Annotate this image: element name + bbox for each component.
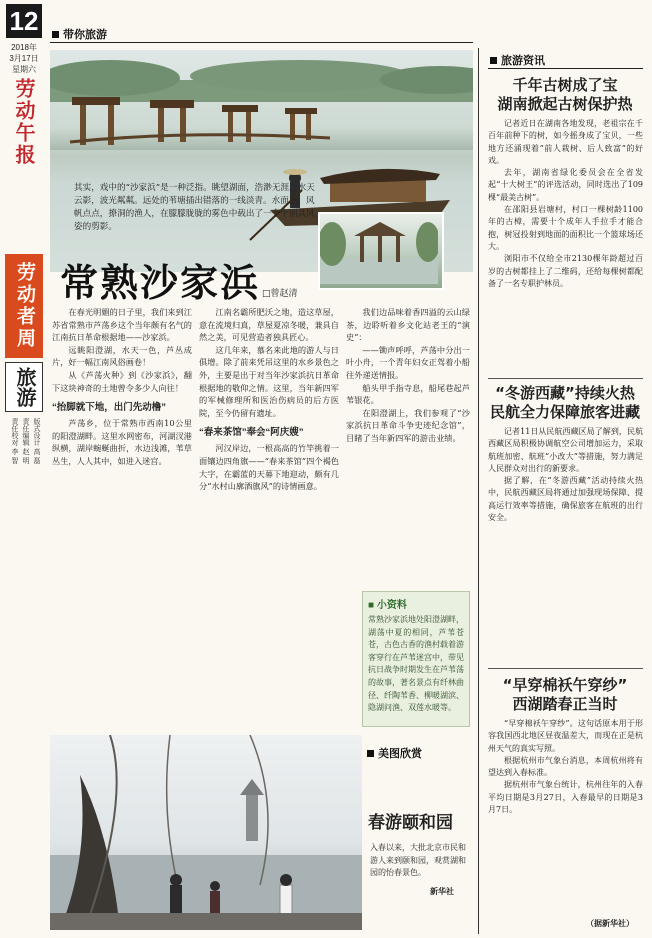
paragraph: 去年，湖南省绿化委员会在全省发起“十大树王”的评选活动，同时选出了109棵“最美古树”。 bbox=[488, 168, 643, 202]
summer-palace-photo bbox=[50, 735, 362, 930]
square-bullet-icon bbox=[367, 750, 374, 757]
story-title bbox=[488, 676, 642, 714]
section-header-label: 带你旅游 bbox=[63, 29, 107, 41]
section-travel-label: 旅游 bbox=[5, 362, 43, 412]
art-text: 入春以来，大批北京市民和游人来到颐和园，观赏湖和园的怡春景色。 bbox=[370, 843, 466, 877]
willow-lake-icon bbox=[50, 735, 362, 930]
story-title-line: 西湖踏春正当时 bbox=[512, 695, 618, 713]
paragraph: 从《芦荡火种》到《沙家浜》，翻下这块神奇的土地曾令多少人向往！ bbox=[52, 369, 192, 393]
editor-credit: 责任校对 bbox=[11, 418, 18, 446]
date-line: 2018年 bbox=[11, 43, 37, 52]
date-line: 3月17日 bbox=[9, 54, 39, 63]
paragraph: 在春光明媚的日子里，我们来到江苏省常熟市芦荡乡这个当年颇有名气的江南抗日革命根据地——沙家浜。 bbox=[52, 307, 192, 343]
paragraph: ——锄声呼呼，芦荡中分出一叶小舟，一个青年妇女正驾着小船往外递送情报。 bbox=[346, 344, 470, 380]
editor-credit: 高 磊 bbox=[33, 447, 40, 464]
story-body bbox=[488, 426, 643, 658]
column-divider bbox=[478, 48, 479, 934]
paragraph: 远眺阳澄湖，水天一色，芦丛成片，好一幅江南风俗画卷！ bbox=[52, 344, 192, 368]
subheading: “春来茶馆”奉会“阿庆嫂” bbox=[199, 427, 304, 439]
story-title-line: 湖南掀起古树保护热 bbox=[497, 95, 633, 113]
section-header-label: 美图欣赏 bbox=[378, 748, 422, 760]
paragraph: 江南名霸所肥沃之地，造这草屋，意在流境归真，草屋夏凉冬暖，兼具自然之美，可见营造者独具匠心。 bbox=[199, 307, 339, 343]
section-week-label: 劳动者周 bbox=[5, 254, 43, 358]
paragraph: 芦荡乡，位于常熟市西南10公里的阳澄湖畔。这里水网密布，河湖汊港纵横，湖岸蜿蜒曲折，水边浅滩，苇草丛生，人人其中，如进入迷宫。 bbox=[52, 418, 192, 466]
paragraph: “早穿棉袄午穿纱”。这句话原本用于形容我国西北地区昼夜温差大，而现在正是杭州天气的真实写照。 bbox=[488, 719, 643, 753]
sidebar-title bbox=[368, 596, 464, 611]
editor-credit: 版式设计 bbox=[33, 418, 40, 446]
photo-caption: 其实，戏中的“沙家浜”是一种泛指。眺望湖面，浩渺无涯，水天云影，波光粼粼。远处的苇塘插出错落的一线淡青。水面上，风帆点点，撩洞的渔人，在朦朦胧胧的雾色中载出了一个个别具风姿的剪影。 bbox=[74, 183, 315, 232]
paragraph: 根据杭州市气象台消息，本周杭州将有望达到入春标准。 bbox=[488, 755, 643, 778]
story-title bbox=[488, 384, 642, 422]
paragraph: 据杭州市气象台统计，杭州往年的入春平均日期是3月27日，入春最早的日期是3月7日。 bbox=[488, 780, 643, 815]
story-body bbox=[488, 118, 643, 370]
story-title-line: 民航全力保障旅客进藏 bbox=[489, 403, 640, 421]
divider bbox=[50, 42, 473, 43]
divider bbox=[488, 378, 643, 379]
paragraph: 据了解，在“冬游西藏”活动持续火热中，民航西藏区局将通过加强现场保障、提高运行效率等措施，确保旅客在航班的出行安全。 bbox=[488, 476, 643, 523]
story-credit: （据新华社） bbox=[586, 918, 634, 928]
square-bullet-icon bbox=[490, 57, 497, 64]
editor-credits bbox=[8, 418, 42, 508]
page-number: 12 bbox=[6, 4, 42, 38]
paragraph: 在邵阳县岩塘村，村口一棵树龄1100年的古樟，需要十个成年人手拉手才能合抱，树冠投射到地面的面积比一个篮球场还大。 bbox=[488, 205, 643, 251]
article-column-2 bbox=[199, 306, 339, 730]
article-title: 常熟沙家浜 bbox=[60, 261, 261, 305]
paragraph: 在阳澄湖上，我们参观了“沙家浜抗日革命斗争史迹纪念馆”，目睹了当年新四军的游击业绩。 bbox=[346, 407, 470, 443]
square-bullet-icon: ■ bbox=[368, 600, 375, 611]
square-bullet-icon bbox=[52, 31, 59, 38]
editor-credit: 赵 明 bbox=[22, 447, 29, 464]
paragraph: 船头甲手指寺息，船尾巷起芦苇银花。 bbox=[346, 382, 470, 406]
section-header bbox=[367, 745, 422, 761]
pavilion-icon bbox=[320, 214, 438, 284]
sidebar-title-label: 小资料 bbox=[376, 600, 407, 611]
editor-credit: 责任编辑 bbox=[22, 418, 29, 446]
paragraph: 河汉岸边，一根高高的竹竿挑着一面镶边四角旗——“春来茶馆”四个褐色大字，在霸蓝的天幕下地迎动，颇有几分“水村山廓酒旗风”的诗情画意。 bbox=[199, 443, 339, 492]
sidebar-text: 常熟沙家浜地处阳澄湖畔，湖荡中夏的相同，芦苇苍苍，古色古香的渔村载着游客穿行在芦苇迷宫中，带见抗日战争时期发生在芦苇荡的故事，著名景点有纤林曲径、纤陶苇香、柳暖湖滨、隐湖问渔、双莲水暖等。 bbox=[368, 615, 464, 713]
paragraph: 记者11日从民航西藏区局了解到，民航西藏区局积极协调航空公司增加运力，采取航班加密、航班“小改大”等措施，努力满足人民群众对出行的新要求。 bbox=[488, 427, 643, 473]
article-column-1 bbox=[52, 306, 192, 730]
story-title-line: 千年古树成了宝 bbox=[512, 76, 618, 94]
divider bbox=[488, 68, 643, 69]
page-date bbox=[6, 42, 42, 75]
paragraph: 这几年来，慕名来此地的游人与日俱增。除了前来凭吊这里的水乡景色之外，主要是出于对当年沙家浜抗日革命根据地的敬仰之情。这里，当年新四军的军械修理所和医治伤病员的后方医院，至今仍留有遗址。 bbox=[199, 344, 339, 418]
subheading: “抬脚就下地，出门先动橹” bbox=[52, 402, 167, 414]
date-line: 星期六 bbox=[12, 65, 36, 74]
story-title bbox=[488, 76, 642, 114]
sidebar-info-box bbox=[362, 591, 470, 727]
article-author: □曾赵清 bbox=[262, 289, 298, 299]
art-credit: 新华社 bbox=[430, 886, 454, 896]
pavilion-photo bbox=[318, 212, 444, 290]
paper-name: 劳动午报 bbox=[12, 78, 36, 166]
editor-credit: 李 智 bbox=[11, 447, 18, 464]
article-column-3 bbox=[346, 306, 470, 586]
paragraph: 记者近日在湖南各地发现，老祖宗在千百年前种下的树，如今摇身成了宝贝，一些地方还涌现着“前人栽树、后人致富”的好戏。 bbox=[488, 119, 643, 165]
story-body bbox=[488, 718, 643, 918]
section-header bbox=[52, 26, 107, 42]
story-title-line: “早穿棉袄午穿纱” bbox=[502, 676, 628, 694]
divider bbox=[488, 668, 643, 669]
art-title: 春游颐和园 bbox=[368, 813, 453, 833]
paragraph: 我们边品味着香四溢的云山绿茶，边聆听着乡文化站老王的“演史”： bbox=[346, 307, 470, 343]
section-header bbox=[490, 52, 545, 68]
paragraph: 浏阳市不仅给全市2130棵年龄超过百岁的古树都挂上了二维码，还给每棵树都配备了一名专职护林员。 bbox=[488, 254, 643, 288]
section-header-label: 旅游资讯 bbox=[501, 55, 545, 67]
story-title-line: “冬游西藏”持续火热 bbox=[495, 384, 635, 402]
